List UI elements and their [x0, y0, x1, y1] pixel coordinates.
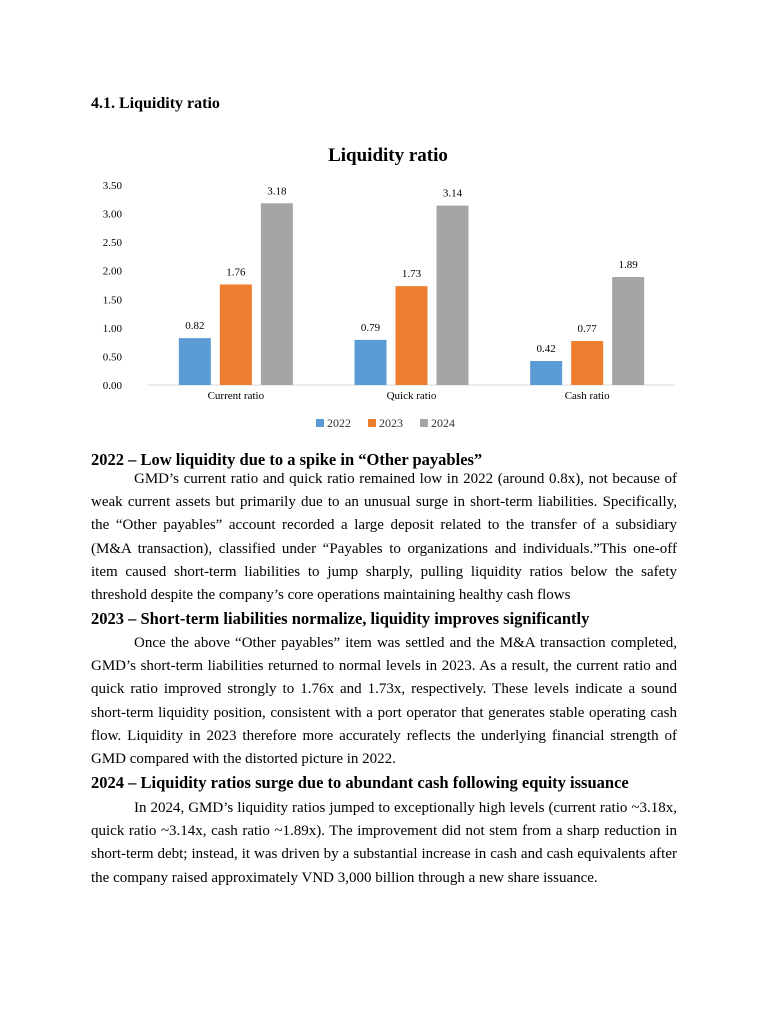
bar-value-label: 0.77 [577, 323, 597, 335]
bar-2024-1 [437, 206, 469, 385]
y-tick-label: 0.00 [102, 380, 122, 392]
y-tick-label: 3.50 [102, 180, 122, 192]
section-2024-heading: 2024 – Liquidity ratios surge due to abundant cash following equity issuance [91, 773, 629, 792]
bar-value-label: 1.73 [401, 268, 422, 281]
y-tick-label: 1.00 [102, 322, 122, 335]
bar-value-label: 3.14 [442, 187, 463, 200]
bar-2023-2 [571, 341, 603, 385]
bar-value-label: 1.89 [618, 259, 638, 271]
bar-2023-1 [396, 286, 428, 385]
y-tick-label: 2.50 [102, 237, 122, 250]
section-2023-heading: 2023 – Short-term liabilities normalize, liquidity improves significantly [91, 609, 590, 628]
chart-title: Liquidity ratio [328, 145, 448, 166]
legend-label-2024: 2024 [431, 416, 455, 430]
legend-swatch-2024 [420, 419, 428, 427]
section-2022-body: GMD’s current ratio and quick ratio remained low in 2022 (around 0.8x), not because of weak current assets but primarily due to an unusual surge in short-term liabilities. Specifically, the “Other payables” account recorded a large deposit related to the transfer of a subsidiary (M&A transaction), classified under “Payables to organizations and individuals.”This one-off item caused short-term liabilities to jump sharply, pulling liquidity ratios below the safety threshold despite the company’s core operations maintaining healthy cash flows [91, 471, 677, 604]
legend-label-2022: 2022 [327, 416, 351, 430]
bar-2022-1 [355, 340, 387, 385]
liquidity-ratio-chart [90, 140, 690, 440]
category-label: Cash ratio [564, 390, 610, 402]
bar-value-label: 0.82 [185, 320, 205, 333]
category-label: Current ratio [207, 390, 265, 402]
bar-value-label: 0.42 [536, 343, 556, 355]
bar-2024-0 [261, 203, 293, 385]
bar-value-label: 0.79 [360, 321, 381, 334]
bar-2022-2 [530, 361, 562, 385]
y-tick-label: 2.00 [102, 265, 122, 278]
legend-swatch-2023 [368, 419, 376, 427]
legend-label-2023: 2023 [379, 416, 403, 430]
category-label: Quick ratio [386, 390, 437, 402]
bar-value-label: 3.18 [267, 185, 287, 198]
bar-2024-2 [612, 277, 644, 385]
y-tick-label: 3.00 [102, 208, 122, 221]
bar-2022-0 [179, 338, 211, 385]
section-heading: 4.1. Liquidity ratio [91, 95, 220, 112]
bar-2023-0 [220, 284, 252, 385]
legend-swatch-2022 [316, 419, 324, 427]
section-2024-body: In 2024, GMD’s liquidity ratios jumped to exceptionally high levels (current ratio ~3.18x, quick ratio ~3.14x, cash ratio ~1.89x). The improvement did not stem from a sharp reduction in short-term debt; instead, it was driven by a substantial increase in cash and cash equivalents after the company raised approximately VND 3,000 billion through a new share issuance. [91, 800, 677, 886]
section-2023-body: Once the above “Other payables” item was settled and the M&A transaction completed, GMD’s short-term liabilities returned to normal levels in 2023. As a result, the current ratio and quick ratio improved strongly to 1.76x and 1.73x, respectively. These levels indicate a sound short-term liquidity position, consistent with a port operator that generates stable operating cash flow. Liquidity in 2023 therefore more accurately reflects the underlying financial strength of GMD compared with the distorted picture in 2022. [91, 635, 677, 768]
y-tick-label: 0.50 [102, 351, 122, 364]
section-2022-heading: 2022 – Low liquidity due to a spike in “Other payables” [91, 450, 483, 469]
bar-value-label: 1.76 [226, 266, 246, 279]
y-tick-label: 1.50 [102, 294, 122, 307]
